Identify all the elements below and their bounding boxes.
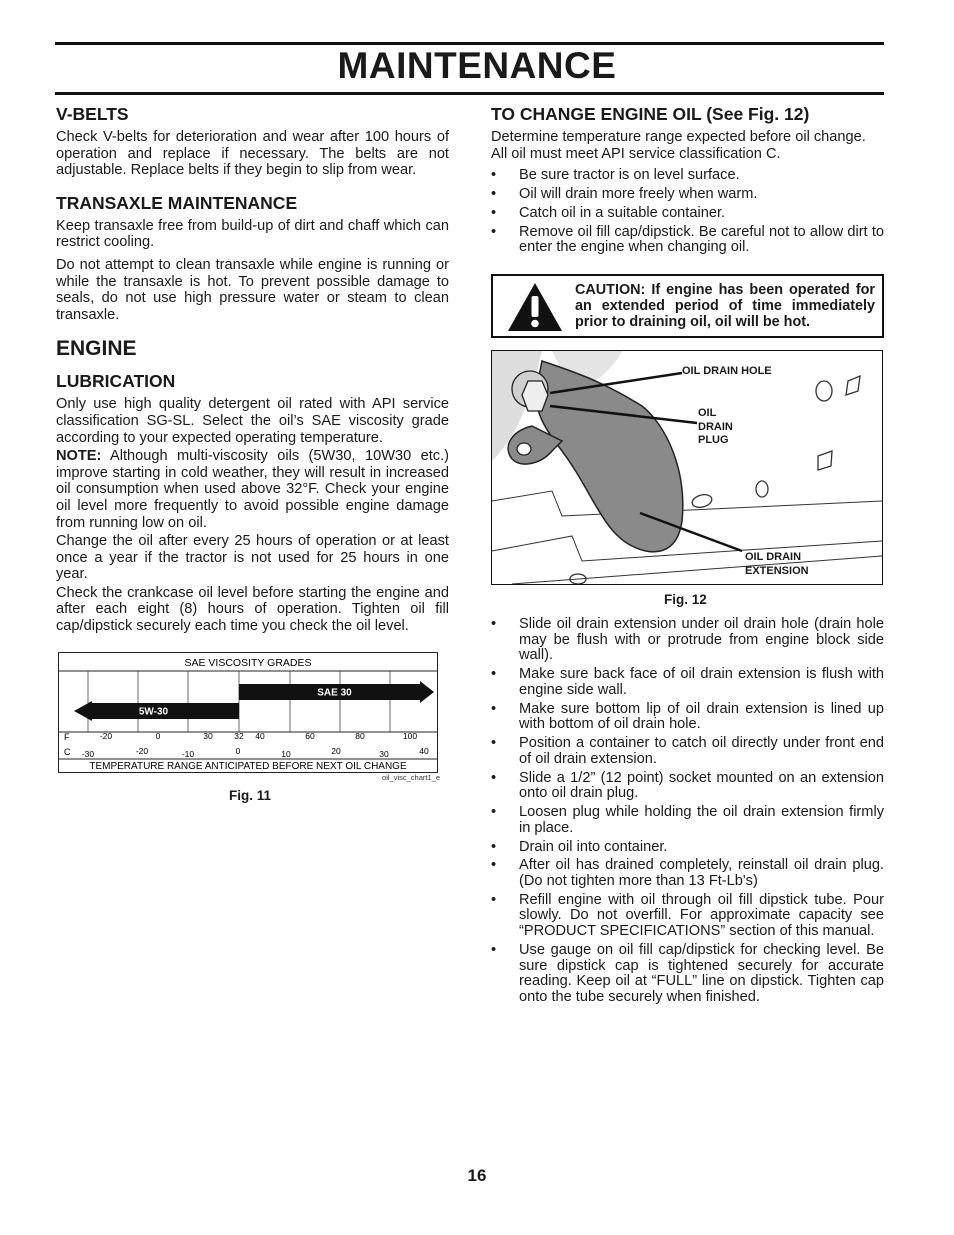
- c-row-label: C: [64, 747, 71, 757]
- list-item: • Catch oil in a suitable container.: [491, 206, 884, 222]
- chart-xlabel: TEMPERATURE RANGE ANTICIPATED BEFORE NEXT OIL CHANGE: [89, 761, 407, 772]
- f-tick-label: -20: [99, 731, 113, 741]
- note-label: NOTE:: [56, 448, 102, 465]
- drain-steps-list: [491, 617, 884, 1009]
- vbelts-heading: V-BELTS: [56, 104, 129, 124]
- lubrication-paragraph-1: Only use high quality detergent oil rated with API service classification SG-SL. Select the oil’s SAE viscosity grade according to your expected operating temperature.: [56, 396, 449, 446]
- transaxle-paragraph-1: Keep transaxle free from build-up of dirt and chaff which can restrict cooling.: [56, 217, 449, 251]
- f-tick-label: 30: [203, 731, 213, 741]
- fig12-label: Fig. 12: [664, 592, 707, 607]
- fig12-illustration: [491, 350, 883, 585]
- page-number: 16: [467, 1166, 487, 1185]
- page-title: MAINTENANCE: [337, 45, 617, 86]
- left-column: [56, 104, 449, 637]
- transaxle-paragraph-2: Do not attempt to clean transaxle while engine is running or while the transaxle is hot. To prevent possible damage to seals, do not use high pressure water or steam to clean transaxle.: [56, 256, 449, 323]
- list-item: • Refill engine with oil through oil fill dipstick tube. Pour slowly. Do not overfill. For approximate capacity see “PRODUCT SPECIFICATIONS” section of this manual.: [491, 893, 884, 940]
- c-tick-label: 20: [331, 746, 341, 756]
- f-tick-label: 80: [355, 731, 365, 741]
- list-item: • Drain oil into container.: [491, 840, 884, 856]
- callout-extension-2: EXTENSION: [745, 565, 809, 577]
- warning-triangle-icon: [507, 282, 563, 332]
- f-tick-label: 60: [305, 731, 315, 741]
- c-tick-label: 40: [419, 746, 429, 756]
- list-item: • Oil will drain more freely when warm.: [491, 187, 884, 203]
- caution-box: [491, 274, 884, 338]
- change-oil-heading: TO CHANGE ENGINE OIL (See Fig. 12): [491, 104, 810, 124]
- list-item: • Slide a 1/2” (12 point) socket mounted on an extension onto oil drain plug.: [491, 771, 884, 802]
- fig11-label: Fig. 11: [229, 788, 272, 803]
- chart-bar-label: 5W-30: [138, 706, 169, 718]
- list-item: • Remove oil fill cap/dipstick. Be careful not to allow dirt to enter the engine when changing oil.: [491, 225, 884, 256]
- f-tick-label: 32: [234, 731, 244, 741]
- c-tick-label: -10: [181, 749, 195, 759]
- f-tick-label: 0: [155, 731, 161, 741]
- callout-oil-drain-plug-3: PLUG: [698, 434, 729, 446]
- c-tick-label: 10: [281, 749, 291, 759]
- transaxle-heading: TRANSAXLE MAINTENANCE: [56, 192, 298, 213]
- c-tick-label: -30: [81, 749, 95, 759]
- caution-text: CAUTION: If engine has been operated for an extended period of time immediately prior to draining oil, oil will be hot.: [575, 282, 875, 330]
- note-text: Although multi-viscosity oils (5W30, 10W30 etc.) improve starting in cold weather, they will result in increased oil consumption when used above 32°F. Check your engine oil level more frequently to avoid possible engine damage from running low on oil.: [56, 448, 449, 531]
- list-item: • Position a container to catch oil directly under front end of oil drain extension.: [491, 736, 884, 767]
- callout-extension-1: OIL DRAIN: [745, 551, 802, 563]
- engine-heading: ENGINE: [56, 337, 137, 361]
- chart-source-code: oil_visc_chart1_e: [382, 773, 440, 782]
- vbelts-text: Check V-belts for deterioration and wear after 100 hours of operation and replace if necessary. The belts are not adjustable. Replace belts if they begin to slip from wear.: [56, 129, 449, 179]
- list-item: • After oil has drained completely, reinstall oil drain plug. (Do not tighten more than 13 Ft-Lb's): [491, 858, 884, 889]
- lubrication-paragraph-3: Check the crankcase oil level before starting the engine and after each eight (8) hours of operation. Tighten oil fill cap/dipstick securely each time you check the oil level.: [56, 584, 449, 635]
- list-item: • Use gauge on oil fill cap/dipstick for checking level. Be sure dipstick cap is tightened securely for accurate reading. Keep oil at “FULL” line on dipstick. Tighten cap onto the tube securely when finished.: [491, 943, 884, 1005]
- f-row-label: F: [64, 732, 70, 742]
- list-item: • Make sure bottom lip of oil drain extension is lined up with bottom of oil drain hole.: [491, 702, 884, 733]
- list-item: • Loosen plug while holding the oil drain extension firmly in place.: [491, 805, 884, 836]
- list-item: • Slide oil drain extension under oil drain hole (drain hole may be flush with or protrude from engine block side wall).: [491, 617, 884, 664]
- list-item: • Make sure back face of oil drain extension is flush with engine side wall.: [491, 667, 884, 698]
- f-tick-label: 40: [255, 731, 265, 741]
- callout-oil-drain-hole: OIL DRAIN HOLE: [682, 365, 772, 377]
- oil-drain-drawing: [492, 351, 882, 584]
- c-tick-label: 0: [235, 746, 241, 756]
- chart-title: SAE VISCOSITY GRADES: [184, 657, 312, 669]
- lubrication-paragraph-2: Change the oil after every 25 hours of operation or at least once a year if the tractor is not used for 25 hours in one year.: [56, 533, 449, 583]
- callout-oil-drain-plug-2: DRAIN: [698, 421, 733, 433]
- lubrication-heading: LUBRICATION: [56, 371, 176, 392]
- chart-bar-label: SAE 30: [317, 687, 352, 699]
- callout-oil-drain-plug-1: OIL: [698, 407, 717, 419]
- title-rule: [55, 92, 884, 95]
- c-tick-label: 30: [379, 749, 389, 759]
- viscosity-chart: [58, 652, 438, 773]
- lubrication-note: [56, 448, 449, 531]
- right-column: [491, 104, 884, 259]
- f-tick-label: 100: [402, 731, 418, 741]
- list-item: • Be sure tractor is on level surface.: [491, 168, 884, 184]
- c-tick-label: -20: [135, 746, 149, 756]
- pre-steps-list: [491, 168, 884, 256]
- change-oil-intro: Determine temperature range expected before oil change. All oil must meet API service classification C.: [491, 129, 866, 162]
